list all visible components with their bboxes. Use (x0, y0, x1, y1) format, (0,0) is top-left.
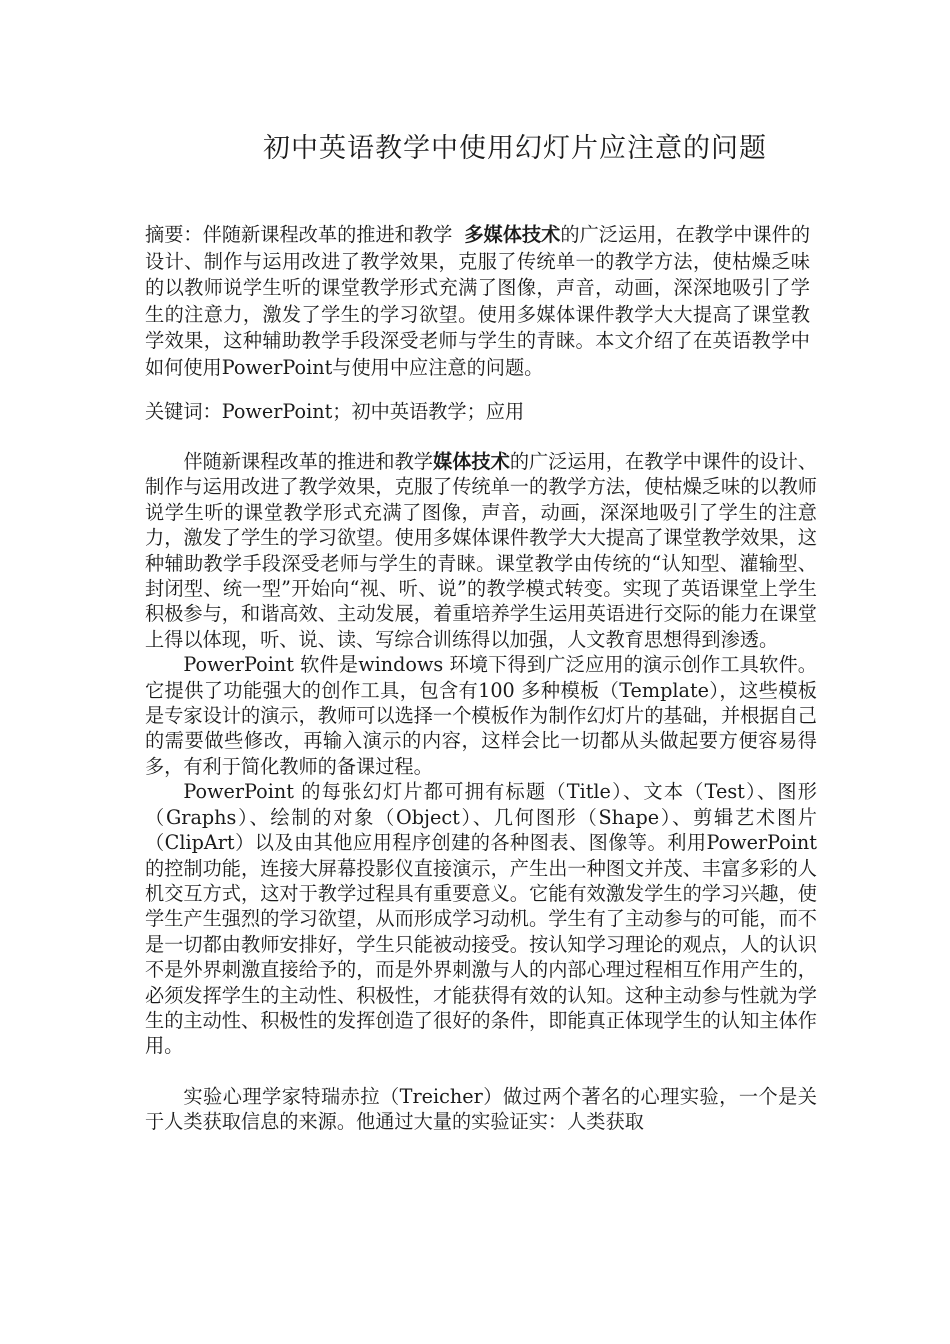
keywords-line: 关键词：PowerPoint；初中英语教学；应用 (145, 400, 525, 423)
body-paragraph: PowerPoint 软件是windows 环境下得到广泛应用的演示创作工具软件。它提供了功能强大的创作工具，包含有100 多种模板（Template），这些模板是专家设计的演示，教师可以选择一个模板作为制作幻灯片的基础，并根据自己的需要做些修改，再输入演示的内容，这样会比一切都从头做起要方便容易得多，有利于简化教师的备课过程。 (145, 653, 817, 778)
abstract-rest: 的广泛运用，在教学中课件的设计、制作与运用改进了教学效果，克服了传统单一的教学方法，使枯燥乏味的以教师说学生听的课堂教学形式充满了图像，声音，动画，深深地吸引了学生的注意力，激发了学生的学习欲望。使用多媒体课件教学大大提高了课堂教学效果，这种辅助教学手段深受老师与学生的青睐。本文介绍了在英语教学中如何使用PowerPoint与使用中应注意的问题。 (145, 223, 811, 379)
body-paragraph: 实验心理学家特瑞赤拉（Treicher）做过两个著名的心理实验，一个是关于人类获取信息的来源。他通过大量的实验证实：人类获取 (145, 1084, 817, 1134)
abstract-lead: 摘要：伴随新课程改革的推进和教学 (145, 223, 453, 246)
body-paragraph: PowerPoint 的每张幻灯片都可拥有标题（Title）、文本（Test）、图形（Graphs）、绘制的对象（Object）、几何图形（Shape）、剪辑艺术图片（ClipArt）以及由其他应用程序创建的各种图表、图像等。利用PowerPoint 的控制功能，连接大屏幕投影仪直接演示，产生出一种图文并茂、丰富多彩的人机交互方式，这对于教学过程具有重要意义。它能有效激发学生的学习兴趣，使学生产生强烈的学习欲望，从而形成学习动机。学生有了主动参与的可能，而不是一切都由教师安排好，学生只能被动接受。按认知学习理论的观点，人的认识不是外界刺激直接给予的，而是外界刺激与人的内部心理过程相互作用产生的，必须发挥学生的主动性、积极性，才能获得有效的认知。这种主动参与性就为学生的主动性、积极性的发挥创造了很好的条件，即能真正体现学生的认知主体作用。 (145, 780, 817, 1058)
document-title: 初中英语教学中使用幻灯片应注意的问题 (263, 133, 767, 164)
body-paragraph (145, 449, 817, 652)
paragraph-highlight: 媒体技术 (433, 450, 510, 473)
body-text (145, 449, 817, 1135)
paragraph-rest: 的广泛运用，在教学中课件的设计、制作与运用改进了教学效果，克服了传统单一的教学方法，使枯燥乏味的以教师说学生听的课堂教学形式充满了图像，声音，动画，深深地吸引了学生的注意力，激发了学生的学习欲望。使用多媒体课件教学大大提高了课堂教学效果，这种辅助教学手段深受老师与学生的青睐。课堂教学由传统的“认知型、灌输型、封闭型、统一型”开始向“视、听、说”的教学模式转变。实现了英语课堂上学生积极参与，和谐高效、主动发展，着重培养学生运用英语进行交际的能力在课堂上得以体现，听、说、读、写综合训练得以加强，人文教育思想得到渗透。 (145, 450, 818, 651)
abstract-paragraph (145, 222, 810, 382)
paragraph-lead: 伴随新课程改革的推进和教学 (183, 450, 433, 473)
abstract-highlight: 多媒体技术 (464, 223, 561, 246)
